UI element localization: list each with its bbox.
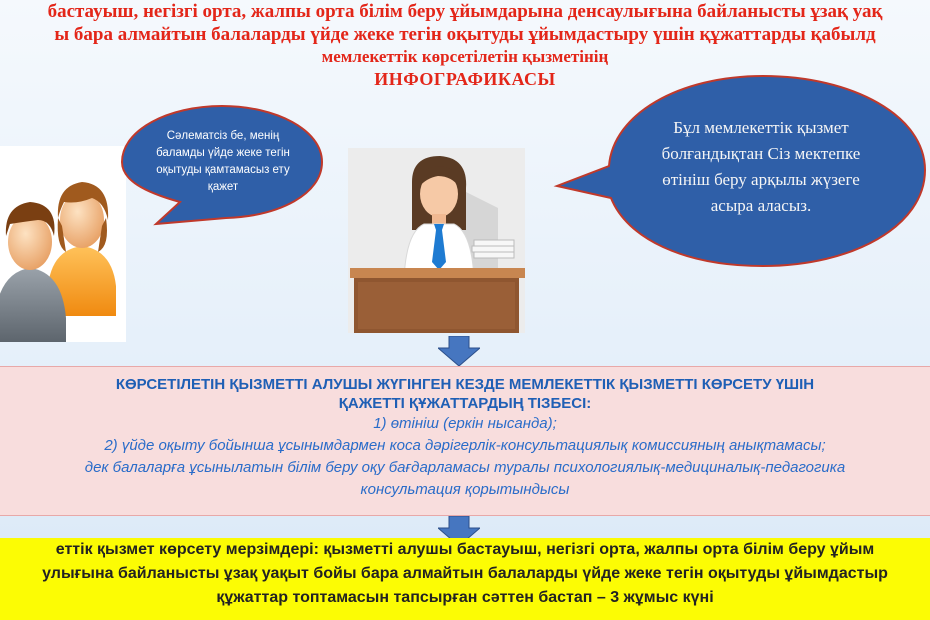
title-line-1: бастауыш, негізгі орта, жалпы орта білім беру ұйымдарына денсаулығына байланысты ұзақ уақ [47,1,883,22]
title-line-4: ИНФОГРАФИКАСЫ [374,69,556,89]
title-line-3: мемлекеттік көрсетілетін қызметінің [321,47,609,66]
down-arrow-icon [438,336,480,366]
parent-speech-bubble [116,100,328,228]
clerk-illustration [348,148,525,333]
clerk-speech-text: Бұл мемлекеттік қызмет болғандықтан Сіз мектепке өтініш беру арқылы жүзеге асыра аласыз. [661,118,861,215]
required-documents-panel [0,366,930,516]
documents-heading-line-1: КӨРСЕТІЛЕТІН ҚЫЗМЕТТІ АЛУШЫ ЖҮГІНГЕН КЕЗДЕ МЕМЛЕКЕТТІК ҚЫЗМЕТТІ КӨРСЕТУ ҮШІН [115,376,815,393]
clerk-speech-bubble [553,70,930,276]
deadline-line-2: улығына байланысты ұзақ уақыт бойы бара алмайтын балаларды үйде жеке тегін оқытуды ұйымдастыр [42,565,888,582]
document-item-1: 1) өтініш (еркін нысанда); [373,415,557,432]
service-deadline-panel [0,538,930,620]
parent-speech-text: Сәлематсіз бе, менің баламды үйде жеке тегін оқытуды қамтамасыз ету қажет [156,130,290,193]
deadline-line-1: еттік қызмет көрсету мерзімдері: қызметті алушы бастауыш, негізгі орта, жалпы орта білім беру ұйым [55,541,875,558]
title-line-2: ы бара алмайтын балаларды үйде жеке тегін оқытуды ұйымдастыру үшін құжаттарды қабылд [54,24,876,45]
document-item-3-line-2: консультация қорытындысы [360,481,570,498]
document-item-2: 2) үйде оқыту бойынша ұсынымдармен коса дәрігерлік-консультациялық комиссияның анықтамасы; [104,437,826,454]
people-icon [0,146,126,342]
document-item-3-line-1: дек балаларға ұсынылатын білім беру оқу бағдарламасы туралы психологиялық-медициналық-педагогика [84,459,846,476]
documents-heading-line-2: ҚАЖЕТТІ ҚҰЖАТТАРДЫҢ ТІЗБЕСІ: [338,395,592,412]
deadline-line-3: құжаттар топтамасын тапсырған сәттен бастап – 3 жұмыс күні [216,589,714,606]
